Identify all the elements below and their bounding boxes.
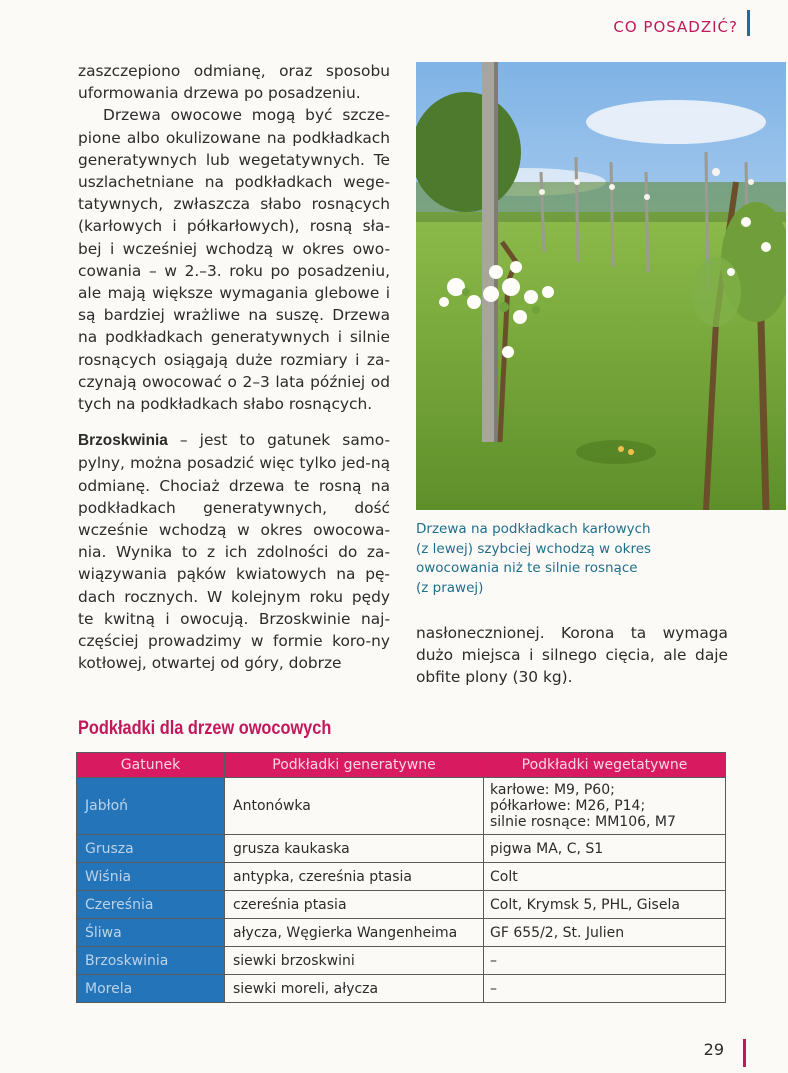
paragraph-1: zaszczepiono odmianę, oraz sposobu uformowania drzewa po posadzeniu. [78, 62, 390, 103]
generative-cell: siewki moreli, ałycza [225, 975, 484, 1003]
vegetative-cell: – [484, 975, 726, 1003]
vegetative-cell: Colt, Krymsk 5, PHL, Gisela [484, 891, 726, 919]
species-cell: Jabłoń [77, 778, 225, 835]
table-header-row [77, 753, 726, 778]
orchard-photo [416, 62, 786, 510]
header-species: Gatunek [77, 753, 225, 778]
table-row [77, 947, 726, 975]
rootstock-table [76, 752, 726, 1003]
species-cell: Śliwa [77, 919, 225, 947]
page-number: 29 [703, 1040, 724, 1059]
header-generative: Podkładki generatywne [225, 753, 484, 778]
section-title: CO POSADZIĆ? [613, 18, 738, 36]
paragraph-continuation: nasłonecznionej. Korona ta wymaga dużo miejsca i silnego cięcia, ale daje obfite plony (30 kg). [416, 624, 728, 687]
species-cell: Czereśnia [77, 891, 225, 919]
species-cell: Morela [77, 975, 225, 1003]
vegetative-cell: pigwa MA, C, S1 [484, 835, 726, 863]
generative-cell: Antonówka [225, 778, 484, 835]
generative-cell: czereśnia ptasia [225, 891, 484, 919]
footer-accent-bar [743, 1039, 746, 1067]
vegetative-cell: karłowe: M9, P60; półkarłowe: M26, P14; silnie rosnące: MM106, M7 [484, 778, 726, 835]
table-row [77, 863, 726, 891]
generative-cell: ałycza, Węgierka Wangenheima [225, 919, 484, 947]
table-row [77, 919, 726, 947]
left-text-column [78, 60, 390, 674]
species-cell: Wiśnia [77, 863, 225, 891]
table-row [77, 891, 726, 919]
header-vegetative: Podkładki wegetatywne [484, 753, 726, 778]
table-row [77, 975, 726, 1003]
species-cell: Grusza [77, 835, 225, 863]
right-text-column [416, 622, 728, 689]
table-row [77, 835, 726, 863]
paragraph-2: Drzewa owocowe mogą być szcze-pione albo okulizowane na podkładkach generatywnych lub wegetatywnych. Te uszlachetniane na podkładkach wege-tatywnych, zwłaszcza słabo rosnących (karłowych i półkarłowych), rosną sła-bej i wcześniej wchodzą w okres owo-cowania – w 2.–3. roku po posadzeniu, ale mają większe wymagania glebowe i są bardziej wrażliwe na suszę. Drzewa na podkładkach generatywnych i silnie rosnących osiągają duże rozmiary i za-czynają owocować o 2–3 lata później od tych na podkładkach słabo rosnących. [78, 106, 390, 414]
generative-cell: grusza kaukaska [225, 835, 484, 863]
vegetative-cell: – [484, 947, 726, 975]
vegetative-cell: Colt [484, 863, 726, 891]
header-accent-bar [747, 10, 750, 36]
generative-cell: antypka, czereśnia ptasia [225, 863, 484, 891]
table-title: Podkładki dla drzew owocowych [78, 718, 332, 739]
paragraph-3: Brzoskwinia – jest to gatunek samo-pylny, można posadzić więc tylko jed-ną odmianę. Chociaż drzewa te rosną na podkładkach generatywnych, dość wcześnie wchodzą w okres owocowa-nia. Wynika to z ich zdolności do za-wiązywania pąków kwiatowych na pę-dach rocznych. W kolejnym roku pędy te kwitną i owocują. Brzoskwinie naj-częściej prowadzimy w formie koro-ny kotłowej, otwartej od góry, dobrze [78, 431, 390, 673]
photo-caption: Drzewa na podkładkach karłowych (z lewej) szybciej wchodzą w okres owocowania niż te silnie rosnące (z prawej) [416, 521, 652, 596]
species-cell: Brzoskwinia [77, 947, 225, 975]
lead-word-brzoskwinia: Brzoskwinia [78, 432, 168, 450]
generative-cell: siewki brzoskwini [225, 947, 484, 975]
table-row [77, 778, 726, 835]
vegetative-cell: GF 655/2, St. Julien [484, 919, 726, 947]
